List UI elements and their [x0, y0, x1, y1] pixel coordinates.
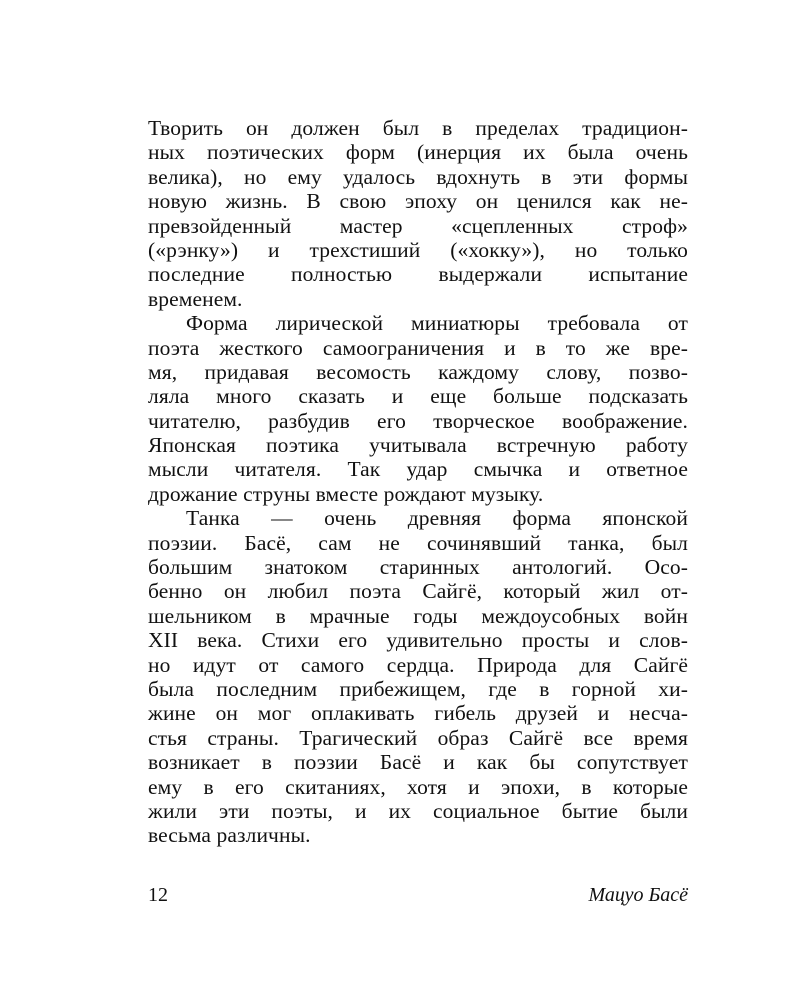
text-line: но идут от самого сердца. Природа для Сайгё	[148, 652, 688, 677]
text-line: дрожание струны вместе рождают музыку.	[148, 481, 544, 506]
text-line: возникает в поэзии Басё и как бы сопутствует	[148, 750, 688, 775]
paragraph	[148, 506, 688, 847]
paragraph	[148, 116, 688, 311]
text-line: («рэнку») и трехстиший («хокку»), но только	[148, 237, 688, 262]
text-line: стья страны. Трагический образ Сайгё все время	[148, 725, 688, 750]
text-line: читателю, разбудив его творческое воображение.	[148, 408, 688, 433]
text-line: превзойденный мастер «сцепленных строф»	[148, 213, 688, 238]
text-line: бенно он любил поэта Сайгё, который жил от-	[148, 579, 688, 604]
running-title: Мацуо Басё	[588, 884, 688, 906]
text-line: ему в его скитаниях, хотя и эпохи, в которые	[148, 774, 688, 799]
text-line: мя, придавая весомость каждому слову, позво-	[148, 359, 688, 384]
text-line: временем.	[148, 286, 243, 311]
text-line: велика), но ему удалось вдохнуть в эти формы	[148, 164, 688, 189]
text-line: поэзии. Басё, сам не сочинявший танка, был	[148, 530, 688, 555]
text-line: Танка — очень древняя форма японской	[186, 506, 688, 531]
text-line: жили эти поэты, и их социальное бытие были	[148, 798, 688, 823]
text-line: Творить он должен был в пределах традицион-	[148, 116, 688, 140]
text-line: последние полностью выдержали испытание	[148, 262, 688, 287]
page-number: 12	[148, 884, 168, 906]
text-line: ляла много сказать и еще больше подсказать	[148, 384, 688, 409]
text-line: новую жизнь. В свою эпоху он ценился как не-	[148, 189, 688, 214]
text-line: ных поэтических форм (инерция их была очень	[148, 140, 688, 165]
text-line: Японская поэтика учитывала встречную работу	[148, 433, 688, 458]
text-line: XII века. Стихи его удивительно просты и слов-	[148, 628, 688, 653]
page-body	[148, 116, 688, 848]
text-line: мысли читателя. Так удар смычка и ответное	[148, 457, 688, 482]
text-line: большим знатоком старинных антологий. Осо-	[148, 555, 688, 580]
text-line: шельником в мрачные годы междоусобных войн	[148, 603, 688, 628]
text-line: была последним прибежищем, где в горной хи-	[148, 676, 688, 701]
text-line: поэта жесткого самоограничения и в то же вре-	[148, 335, 688, 360]
text-line: Форма лирической миниатюры требовала от	[186, 311, 688, 336]
text-line: весьма различны.	[148, 823, 311, 848]
page-footer	[148, 884, 688, 910]
text-line: жине он мог оплакивать гибель друзей и несча-	[148, 701, 688, 726]
paragraph	[148, 311, 688, 506]
